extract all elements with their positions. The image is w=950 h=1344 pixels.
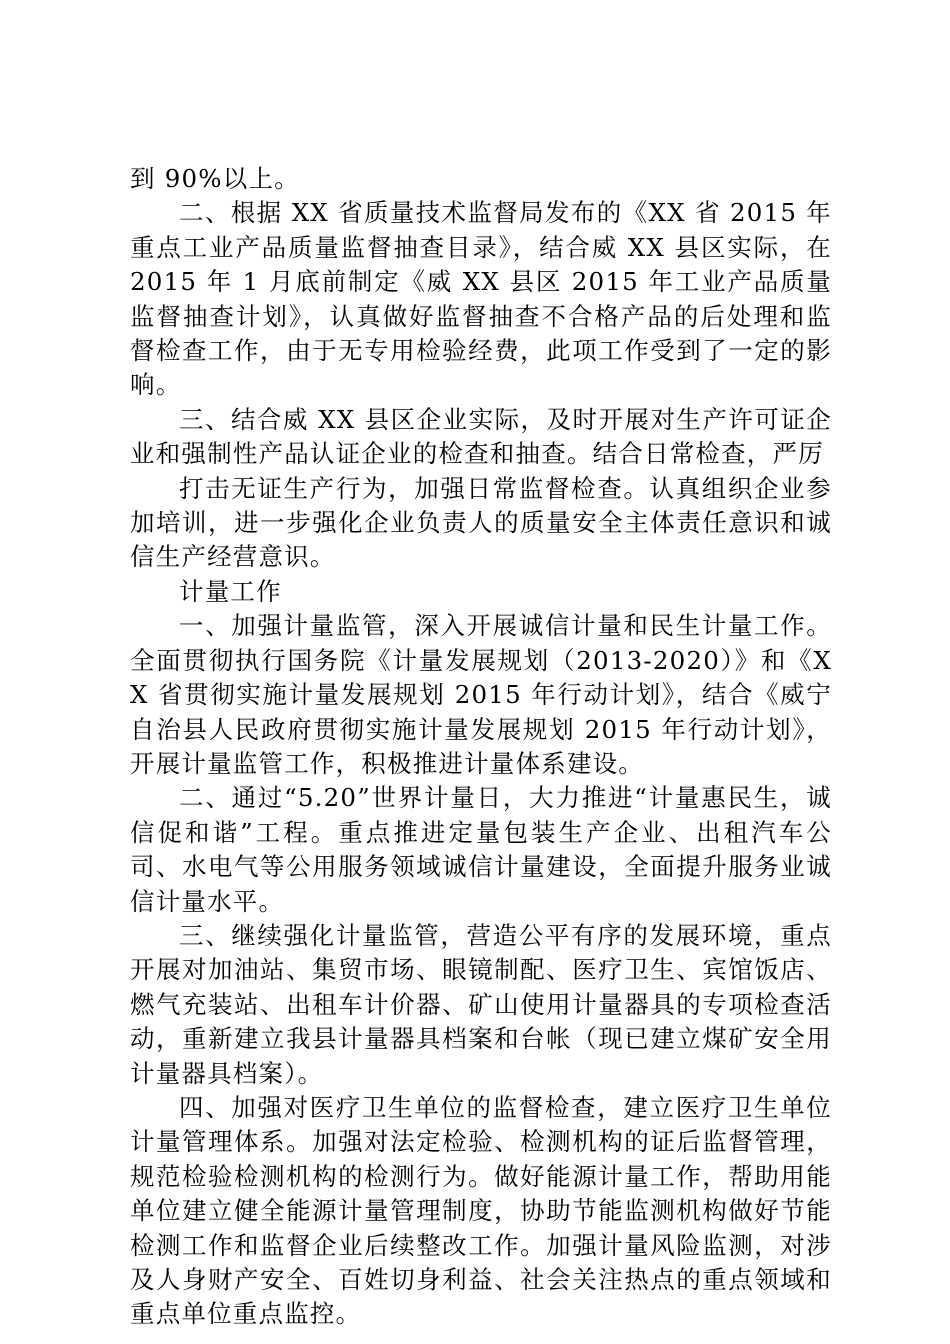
section-heading-metrology: 计量工作 [179, 576, 282, 606]
paragraph-metrology-item-2: 二、通过“5.20”世界计量日，大力推进“计量惠民生，诚信促和谐”工程。重点推进定量包装生产企业、出租汽车公司、水电气等公用服务领域诚信计量建设，全面提升服务业诚信计量水平。 [130, 783, 832, 916]
paragraph-metrology-item-1: 一、加强计量监管，深入开展诚信计量和民生计量工作。全面贯彻执行国务院《计量发展规划（2013-2020）》和《XX 省贯彻实施计量发展规划 2015 年行动计划》，结合《威宁自治县人民政府贯彻实施计量发展规划 2015 年行动计划》，开展计量监管工作，积极推进计量体系建设。 [130, 611, 832, 778]
paragraph-metrology-item-3: 三、继续强化计量监管，营造公平有序的发展环境，重点开展对加油站、集贸市场、眼镜制配、医疗卫生、宾馆饭店、燃气充装站、出租车计价器、矿山使用计量器具的专项检查活动，重新建立我县计量器具档案和台帐（现已建立煤矿安全用计量器具档案）。 [130, 920, 832, 1088]
document-page [130, 162, 832, 1332]
paragraph-quality-item-3: 三、结合威 XX 县区企业实际，及时开展对生产许可证企业和强制性产品认证企业的检查和抽查。结合日常检查，严厉 [130, 404, 832, 469]
paragraph-quality-item-3-continued: 打击无证生产行为，加强日常监督检查。认真组织企业参加培训，进一步强化企业负责人的质量安全主体责任意识和诚信生产经营意识。 [130, 473, 832, 572]
paragraph-metrology-item-4: 四、加强对医疗卫生单位的监督检查，建立医疗卫生单位计量管理体系。加强对法定检验、检测机构的证后监督管理，规范检验检测机构的检测行为。做好能源计量工作，帮助用能单位建立健全能源计量管理制度，协助节能监测机构做好节能检测工作和监督企业后续整改工作。加强计量风险监测，对涉及人身财产安全、百姓切身利益、社会关注热点的重点领域和重点单位重点监控。 [130, 1092, 832, 1329]
paragraph-quality-item-2: 二、根据 XX 省质量技术监督局发布的《XX 省 2015 年重点工业产品质量监督抽查目录》，结合威 XX 县区实际，在 2015 年 1 月底前制定《威 XX 县区 2015 年工业产品质量监督抽查计划》，认真做好监督抽查不合格产品的后处理和监督检查工作，由于无专用检验经费，此项工作受到了一定的影响。 [130, 198, 832, 400]
paragraph-continuation: 到 90%以上。 [130, 164, 300, 193]
